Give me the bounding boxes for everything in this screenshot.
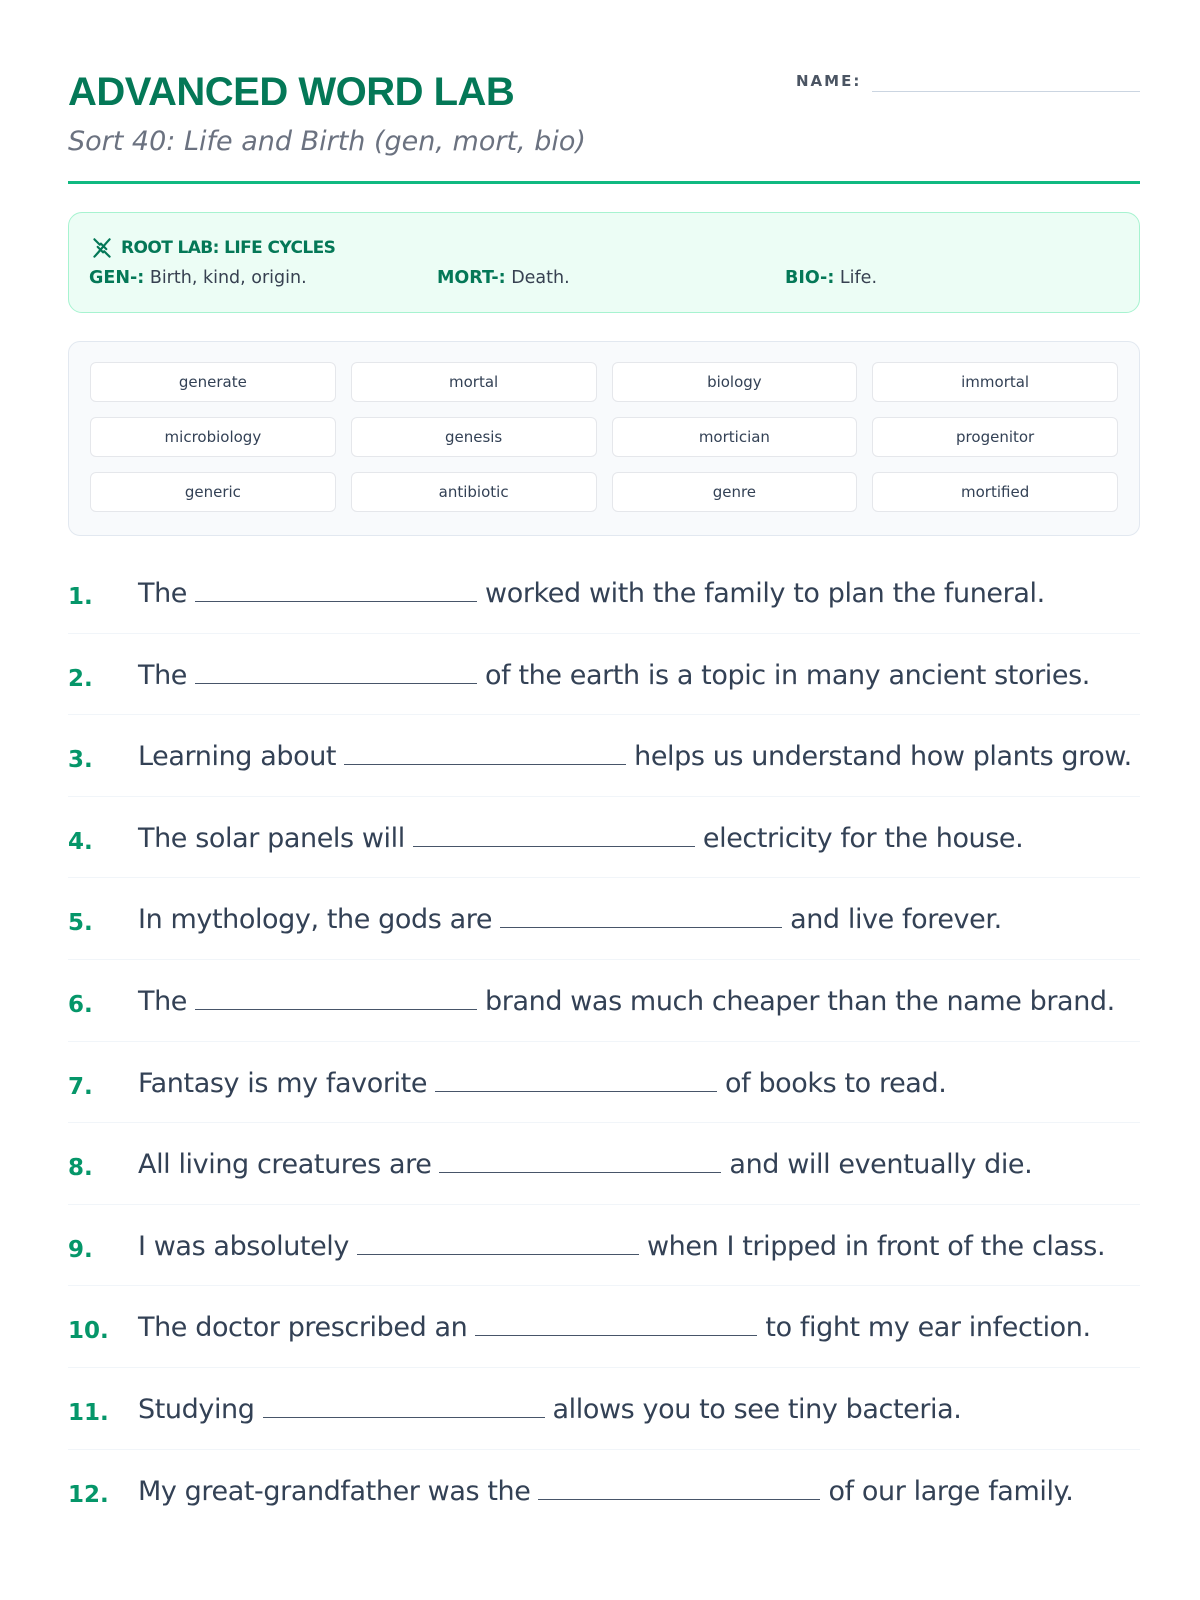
- question-text: Fantasy is my favorite of books to read.: [138, 1067, 947, 1099]
- word-bank-item: genre: [612, 472, 858, 512]
- question-number: 1.: [68, 584, 93, 610]
- question-item: [68, 797, 1140, 879]
- word-bank-item: mortified: [872, 472, 1118, 512]
- question-item: [68, 960, 1140, 1042]
- question-item: [68, 552, 1140, 634]
- page-subtitle: Sort 40: Life and Birth (gen, mort, bio): [68, 126, 586, 157]
- question-number: 10.: [68, 1318, 109, 1345]
- question-number: 6.: [68, 991, 93, 1018]
- answer-blank[interactable]: [195, 578, 477, 602]
- word-bank-item: generate: [90, 362, 336, 402]
- answer-blank[interactable]: [439, 1149, 721, 1173]
- word-bank-item: mortal: [351, 362, 597, 402]
- root-lab-title: ROOT LAB: LIFE CYCLES: [121, 238, 336, 258]
- question-number: 8.: [68, 1155, 93, 1182]
- worksheet-header: [68, 70, 1140, 184]
- question-item: [68, 1368, 1140, 1450]
- question-number: 12.: [68, 1481, 109, 1508]
- question-number: 7.: [68, 1073, 93, 1100]
- word-bank-item: generic: [90, 472, 336, 512]
- word-bank: [68, 341, 1140, 536]
- question-text: My great-grandfather was the of our large family.: [138, 1475, 1074, 1507]
- root-def-bio: BIO-: Life.: [785, 268, 878, 288]
- answer-blank[interactable]: [195, 986, 477, 1010]
- question-item: [68, 1042, 1140, 1124]
- question-text: In mythology, the gods are and live forever.: [138, 904, 1002, 936]
- question-item: [68, 715, 1140, 797]
- question-text: The of the earth is a topic in many ancient stories.: [138, 659, 1090, 691]
- root-lab-box: [68, 212, 1140, 313]
- question-list: [68, 552, 1140, 1531]
- question-text: The brand was much cheaper than the name brand.: [138, 985, 1115, 1017]
- page-title: ADVANCED WORD LAB: [68, 70, 515, 114]
- root-lab-heading: [89, 235, 335, 261]
- question-item: [68, 1286, 1140, 1368]
- word-bank-item: biology: [612, 362, 858, 402]
- answer-blank[interactable]: [413, 823, 695, 847]
- question-item: [68, 634, 1140, 716]
- answer-blank[interactable]: [435, 1068, 717, 1092]
- answer-blank[interactable]: [357, 1231, 639, 1255]
- question-item: [68, 1205, 1140, 1287]
- answer-blank[interactable]: [263, 1394, 545, 1418]
- question-number: 2.: [68, 665, 93, 692]
- question-item: [68, 1123, 1140, 1205]
- question-item: [68, 1450, 1140, 1532]
- name-field-line[interactable]: [872, 91, 1140, 92]
- word-bank-item: mortician: [612, 417, 858, 457]
- question-text: The solar panels will electricity for the house.: [138, 822, 1024, 854]
- name-label: NAME:: [796, 72, 862, 90]
- question-text: I was absolutely when I tripped in front of the class.: [138, 1230, 1106, 1262]
- question-item: [68, 878, 1140, 960]
- answer-blank[interactable]: [475, 1312, 757, 1336]
- answer-blank[interactable]: [500, 904, 782, 928]
- answer-blank[interactable]: [195, 660, 477, 684]
- dna-icon: [89, 235, 115, 261]
- question-number: 9.: [68, 1236, 93, 1263]
- question-number: 3.: [68, 747, 93, 774]
- question-text: The doctor prescribed an to fight my ear infection.: [138, 1312, 1091, 1344]
- question-text: The worked with the family to plan the funeral.: [138, 578, 1045, 609]
- answer-blank[interactable]: [344, 741, 626, 765]
- word-bank-item: genesis: [351, 417, 597, 457]
- root-def-gen: GEN-: Birth, kind, origin.: [89, 268, 307, 288]
- root-def-mort: MORT-: Death.: [437, 268, 570, 288]
- question-text: Learning about helps us understand how plants grow.: [138, 741, 1132, 773]
- question-text: All living creatures are and will eventually die.: [138, 1149, 1033, 1181]
- word-bank-item: progenitor: [872, 417, 1118, 457]
- word-bank-item: antibiotic: [351, 472, 597, 512]
- word-bank-item: microbiology: [90, 417, 336, 457]
- word-bank-item: immortal: [872, 362, 1118, 402]
- question-number: 5.: [68, 910, 93, 937]
- question-text: Studying allows you to see tiny bacteria.: [138, 1393, 962, 1425]
- question-number: 11.: [68, 1399, 109, 1426]
- question-number: 4.: [68, 828, 93, 855]
- answer-blank[interactable]: [538, 1476, 820, 1500]
